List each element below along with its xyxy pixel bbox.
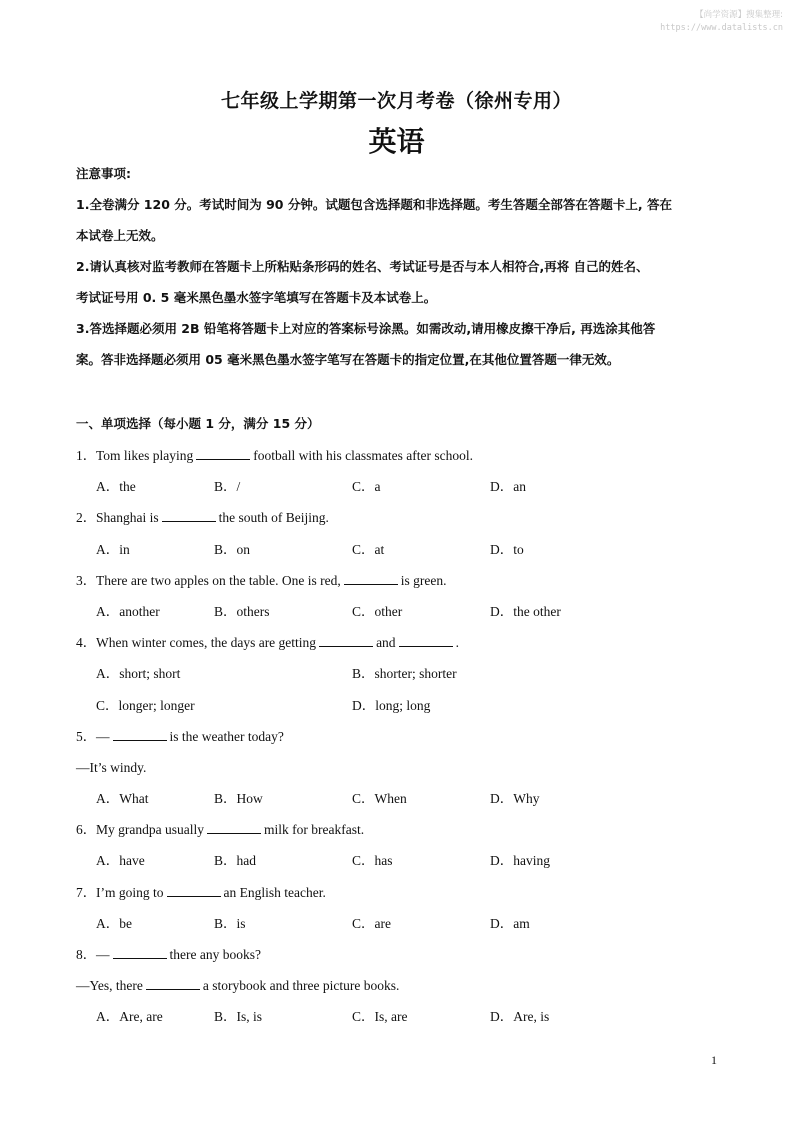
- question-3: [76, 571, 726, 602]
- options-2: [76, 540, 726, 571]
- options-8: [76, 1007, 726, 1038]
- question-text: the south of Beijing.: [218, 510, 329, 526]
- answer-blank: [207, 821, 261, 834]
- question-text: milk for breakfast.: [263, 822, 365, 838]
- option-b: B．/: [214, 479, 241, 495]
- options-5: [76, 789, 726, 820]
- question-text: I’m going to: [96, 884, 164, 900]
- watermark: [660, 9, 783, 35]
- option-b: B．How: [214, 791, 263, 807]
- answer-blank: [162, 509, 216, 522]
- option-d: D．Are, is: [490, 1009, 550, 1025]
- option-a: A．What: [96, 791, 149, 807]
- option-c: C．at: [352, 541, 385, 557]
- reply-text: —Yes, there: [76, 978, 143, 994]
- option-c: C．a: [352, 479, 381, 495]
- option-b: B．is: [214, 915, 246, 931]
- question-number: 2．: [76, 510, 97, 526]
- question-text: My grandpa usually: [96, 822, 204, 838]
- option-a: A．another: [96, 603, 160, 619]
- option-a: A．short; short: [96, 666, 181, 682]
- question-7: [76, 883, 726, 914]
- option-d: D．Why: [490, 791, 540, 807]
- option-c: C．When: [352, 791, 407, 807]
- question-text: is the weather today?: [169, 728, 284, 744]
- option-b: B．on: [214, 541, 251, 557]
- question-number: 1．: [76, 448, 97, 463]
- notes-line: 考试证号用 0. 5 毫米黑色墨水签字笔填写在答题卡及本试卷上。: [76, 290, 437, 305]
- options-3: [76, 602, 726, 633]
- question-text: and: [376, 635, 396, 651]
- answer-blank: [319, 634, 373, 647]
- options-4-row2: [76, 696, 726, 727]
- options-4-row1: [76, 664, 726, 695]
- notes-heading: 注意事项:: [76, 166, 131, 181]
- option-a: A．be: [96, 915, 132, 931]
- question-list: [76, 446, 726, 1039]
- answer-blank: [113, 728, 167, 741]
- question-6: [76, 820, 726, 851]
- option-d: D．having: [490, 853, 550, 869]
- option-b: B．others: [214, 603, 270, 619]
- question-text: Tom likes playing: [96, 448, 194, 463]
- answer-blank: [344, 572, 398, 585]
- option-c: C．longer; longer: [96, 697, 195, 713]
- question-number: 8．: [76, 947, 97, 962]
- question-2: [76, 508, 726, 539]
- question-text: —: [96, 728, 110, 744]
- option-a: A．Are, are: [96, 1009, 163, 1025]
- question-text: football with his classmates after school.: [253, 448, 473, 463]
- question-text: Shanghai is: [96, 510, 159, 526]
- subject-title: 英语: [368, 125, 425, 158]
- option-d: D．the other: [490, 603, 561, 619]
- answer-blank: [196, 447, 250, 460]
- notes-line: 案。答非选择题必须用 05 毫米黑色墨水签字笔写在答题卡的指定位置,在其他位置答题一律无效。: [76, 352, 620, 367]
- option-b: B．Is, is: [214, 1009, 263, 1025]
- option-d: D．an: [490, 479, 526, 495]
- option-a: A．have: [96, 853, 145, 869]
- question-8-reply: [76, 976, 726, 1007]
- option-c: C．other: [352, 603, 403, 619]
- notes: [76, 164, 726, 381]
- question-4: [76, 633, 726, 664]
- question-number: 3．: [76, 572, 97, 588]
- question-number: 6．: [76, 822, 97, 838]
- question-text: When winter comes, the days are getting: [96, 635, 317, 651]
- option-d: D．to: [490, 541, 524, 557]
- option-c: C．are: [352, 915, 391, 931]
- section-title: 一、单项选择（每小题 1 分，满分 15 分）: [76, 416, 320, 431]
- question-number: 7．: [76, 884, 97, 900]
- page-number: 1: [711, 1053, 717, 1067]
- question-1: [76, 446, 726, 477]
- question-8: [76, 945, 726, 976]
- option-c: C．Is, are: [352, 1009, 408, 1025]
- notes-line: 2.请认真核对监考教师在答题卡上所粘贴条形码的姓名、考试证号是否与本人相符合,再将 自己的姓名、: [76, 259, 649, 274]
- answer-blank: [167, 884, 221, 897]
- question-text: an English teacher.: [223, 884, 326, 900]
- answer-blank: [113, 946, 167, 959]
- option-a: A．in: [96, 541, 130, 557]
- question-text: There are two apples on the table. One is red,: [96, 572, 341, 588]
- question-text: .: [455, 635, 459, 651]
- answer-blank: [146, 977, 200, 990]
- watermark-url: https://www.datalists.cn: [660, 23, 783, 33]
- notes-line: 1.全卷满分 120 分。考试时间为 90 分钟。试题包含选择题和非选择题。考生答题全部答在答题卡上, 答在: [76, 197, 672, 212]
- reply-text: a storybook and three picture books.: [202, 978, 400, 994]
- notes-line: 本试卷上无效。: [76, 228, 164, 243]
- question-number: 5．: [76, 728, 97, 744]
- option-d: D．am: [490, 915, 530, 931]
- question-text: is green.: [400, 572, 447, 588]
- question-text: there any books?: [169, 947, 261, 962]
- option-b: B．shorter; shorter: [352, 666, 457, 682]
- option-b: B．had: [214, 853, 256, 869]
- options-6: [76, 851, 726, 882]
- option-d: D．long; long: [352, 697, 431, 713]
- notes-line: 3.答选择题必须用 2B 铅笔将答题卡上对应的答案标号涂黑。如需改动,请用橡皮擦干净后, 再选涂其他答: [76, 321, 656, 336]
- exam-title: 七年级上学期第一次月考卷（徐州专用）: [220, 90, 572, 112]
- options-7: [76, 914, 726, 945]
- question-5: [76, 727, 726, 758]
- question-5-reply: —It’s windy.: [76, 759, 147, 775]
- options-1: [76, 477, 726, 508]
- answer-blank: [399, 634, 453, 647]
- question-number: 4．: [76, 635, 97, 651]
- question-text: —: [96, 947, 110, 962]
- option-a: A．the: [96, 479, 136, 495]
- option-c: C．has: [352, 853, 393, 869]
- watermark-source: 【尚学资源】搜集整理:: [695, 10, 783, 20]
